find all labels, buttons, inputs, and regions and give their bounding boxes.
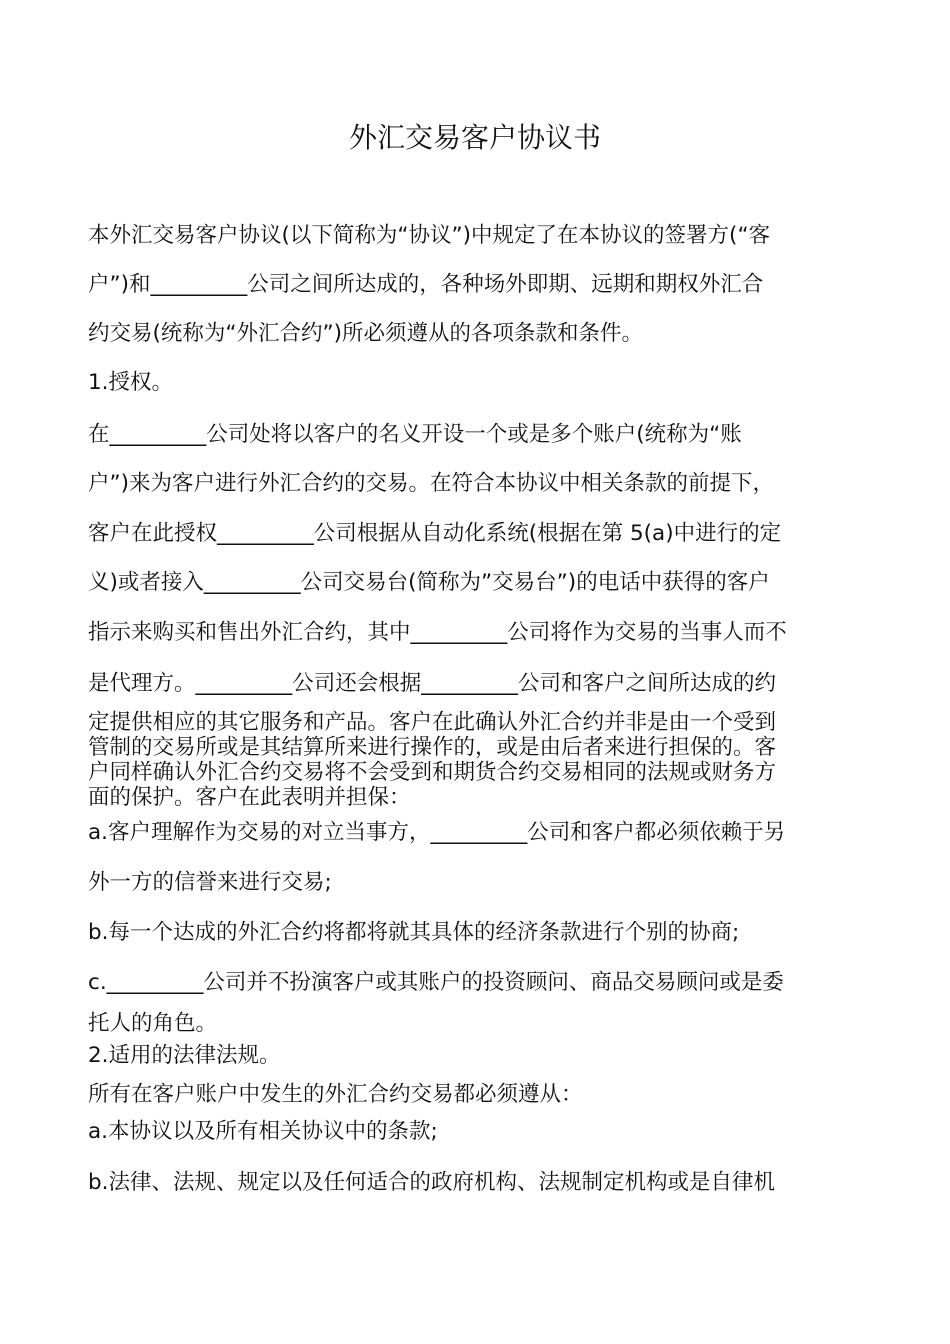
paragraph-line: 定提供相应的其它服务和产品。客户在此确认外汇合约并非是由一个受到 — [88, 710, 777, 735]
paragraph-line: 户”)和_________公司之间所达成的，各种场外即期、远期和期权外汇合 — [88, 272, 764, 297]
list-item-b: b.每一个达成的外汇合约将都将就其具体的经济条款进行个别的协商; — [88, 920, 740, 945]
document-title: 外汇交易客户协议书 — [348, 121, 601, 154]
paragraph-line: 客户在此授权_________公司根据从自动化系统(根据在第 5(a)中进行的定 — [88, 521, 782, 546]
list-item-a: a.客户理解作为交易的对立当事方，_________公司和客户都必须依赖于另 — [88, 820, 786, 845]
paragraph-line: 户同样确认外汇合约交易将不会受到和期货合约交易相同的法规或财务方 — [88, 760, 777, 785]
section-heading-applicable-law: 2.适用的法律法规。 — [88, 1043, 281, 1068]
paragraph-line: 是代理方。_________公司还会根据_________公司和客户之间所达成的约 — [88, 671, 777, 696]
paragraph-line: 面的保护。客户在此表明并担保： — [88, 785, 411, 810]
list-item-c: c._________公司并不扮演客户或其账户的投资顾问、商品交易顾问或是委 — [88, 970, 784, 995]
list-item-a-continued: 外一方的信誉来进行交易; — [88, 870, 332, 895]
list-item-b: b.法律、法规、规定以及任何适合的政府机构、法规制定机构或是自律机 — [88, 1170, 775, 1195]
paragraph-line: 指示来购买和售出外汇合约，其中_________公司将作为交易的当事人而不 — [88, 620, 787, 645]
paragraph-line: 约交易(统称为“外汇合约”)所必须遵从的各项条款和条件。 — [88, 321, 644, 346]
paragraph-line: 管制的交易所或是其结算所来进行操作的，或是由后者来进行担保的。客 — [88, 735, 777, 760]
paragraph-line: 义)或者接入_________公司交易台(简称为”交易台”)的电话中获得的客户 — [88, 570, 770, 595]
section-heading-authorization: 1.授权。 — [88, 370, 174, 395]
paragraph-line: 户”)来为客户进行外汇合约的交易。在符合本协议中相关条款的前提下， — [88, 471, 775, 496]
paragraph-line: 本外汇交易客户协议(以下简称为“协议”)中规定了在本协议的签署方(“客 — [88, 223, 771, 248]
list-item-a: a.本协议以及所有相关协议中的条款; — [88, 1119, 438, 1144]
paragraph-line: 所有在客户账户中发生的外汇合约交易都必须遵从： — [88, 1082, 583, 1107]
paragraph-line: 在_________公司处将以客户的名义开设一个或是多个账户(统称为“账 — [88, 422, 742, 447]
list-item-c-continued: 托人的角色。 — [88, 1011, 218, 1036]
